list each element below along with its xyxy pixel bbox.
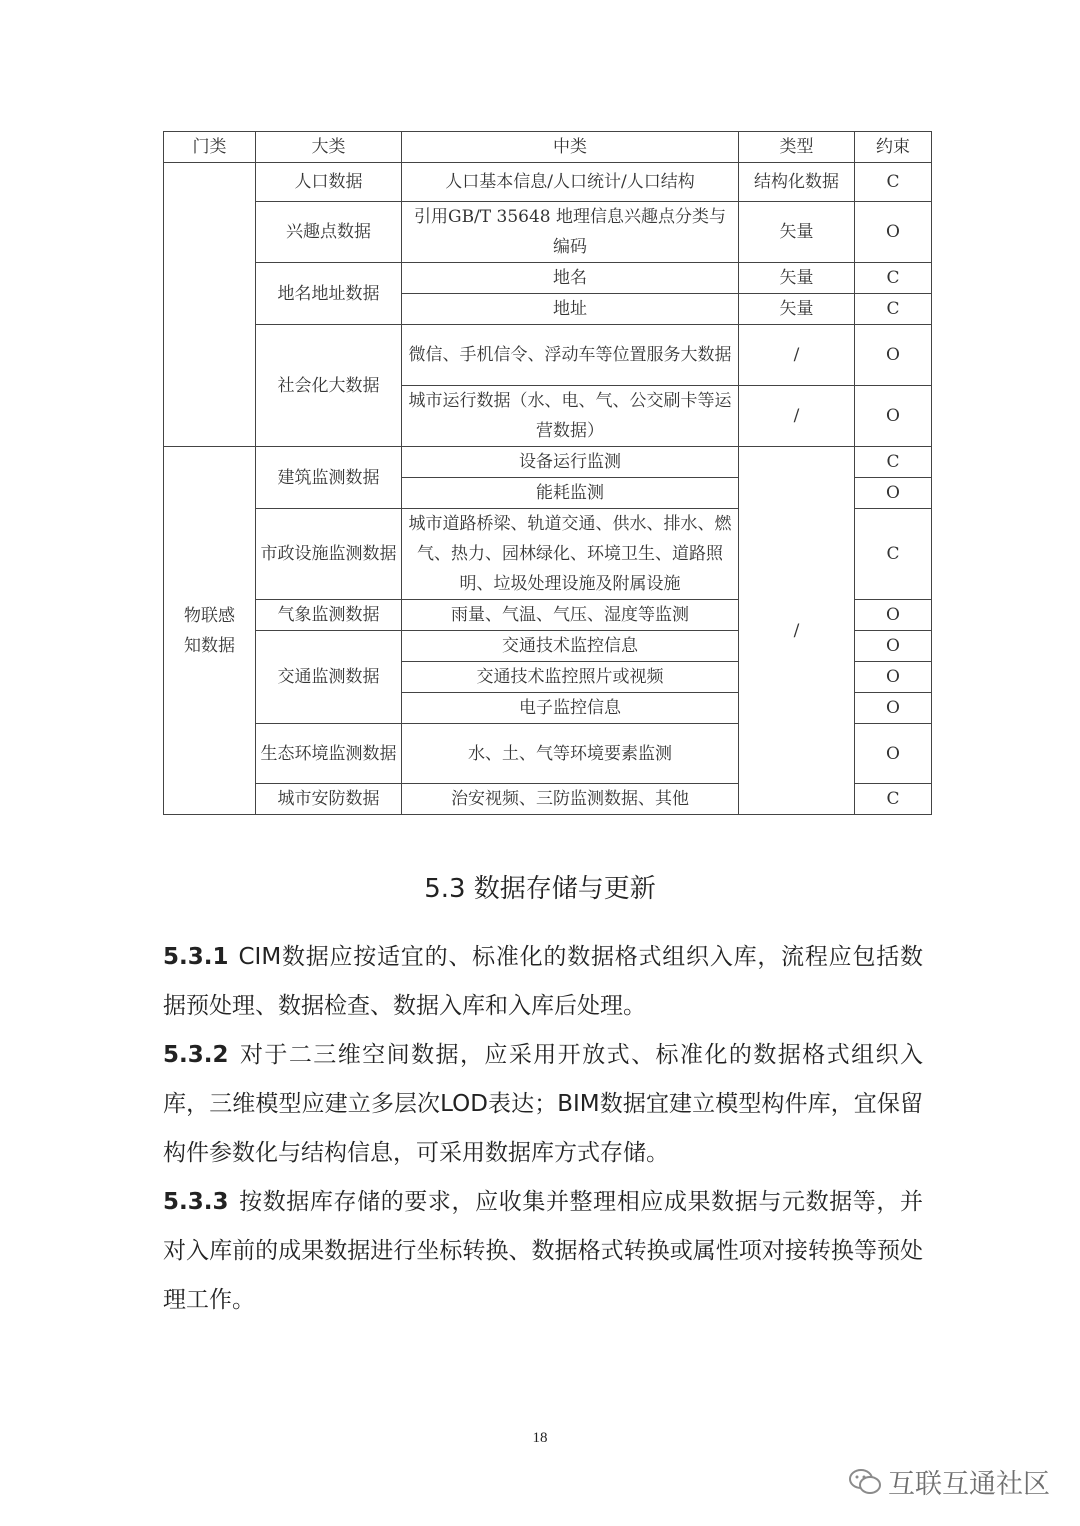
constraint-cell: C xyxy=(855,447,932,478)
constraint-cell: C xyxy=(855,263,932,294)
type-cell: 矢量 xyxy=(739,263,855,294)
mid-cell: 人口基本信息/人口统计/人口结构 xyxy=(402,163,739,202)
constraint-cell: O xyxy=(855,478,932,509)
major-cell: 地名地址数据 xyxy=(256,263,402,325)
major-cell: 兴趣点数据 xyxy=(256,202,402,263)
table-row xyxy=(164,202,932,263)
mid-cell: 城市运行数据（水、电、气、公交刷卡等运营数据） xyxy=(402,386,739,447)
major-cell: 气象监测数据 xyxy=(256,600,402,631)
table-row xyxy=(164,163,932,202)
constraint-cell: C xyxy=(855,509,932,600)
constraint-cell: O xyxy=(855,386,932,447)
watermark xyxy=(848,1462,1050,1501)
constraint-cell: C xyxy=(855,784,932,815)
clause-number: 5.3.3 xyxy=(163,1189,229,1215)
table-row xyxy=(164,263,932,294)
major-cell: 社会化大数据 xyxy=(256,325,402,447)
type-cell: 结构化数据 xyxy=(739,163,855,202)
mid-cell: 引用GB/T 35648 地理信息兴趣点分类与编码 xyxy=(402,202,739,263)
clause-text: 对于二三维空间数据，应采用开放式、标准化的数据格式组织入库，三维模型应建立多层次LOD表达；BIM数据宜建立模型构件库，宜保留构件参数化与结构信息，可采用数据库方式存储。 xyxy=(163,1042,923,1166)
header-cell: 大类 xyxy=(256,132,402,163)
watermark-text: 互联互通社区 xyxy=(888,1469,1050,1500)
mid-cell: 微信、手机信令、浮动车等位置服务大数据 xyxy=(402,325,739,386)
major-cell: 生态环境监测数据 xyxy=(256,724,402,784)
category-cell: 物联感知数据 xyxy=(164,447,256,815)
clause-number: 5.3.2 xyxy=(163,1042,229,1068)
table-row xyxy=(164,447,932,478)
clause-5-3-3 xyxy=(163,1178,923,1325)
constraint-cell: O xyxy=(855,202,932,263)
major-cell: 人口数据 xyxy=(256,163,402,202)
mid-cell: 地址 xyxy=(402,294,739,325)
type-cell: 矢量 xyxy=(739,294,855,325)
major-cell: 城市安防数据 xyxy=(256,784,402,815)
constraint-cell: O xyxy=(855,600,932,631)
clause-text: 按数据库存储的要求，应收集并整理相应成果数据与元数据等，并对入库前的成果数据进行坐标转换、数据格式转换或属性项对接转换等预处理工作。 xyxy=(163,1189,923,1313)
mid-cell: 地名 xyxy=(402,263,739,294)
constraint-cell: O xyxy=(855,693,932,724)
mid-cell: 治安视频、三防监测数据、其他 xyxy=(402,784,739,815)
constraint-cell: O xyxy=(855,631,932,662)
header-cell: 约束 xyxy=(855,132,932,163)
mid-cell: 交通技术监控照片或视频 xyxy=(402,662,739,693)
table-row xyxy=(164,325,932,386)
section-heading: 5.3 数据存储与更新 xyxy=(424,874,656,904)
mid-cell: 设备运行监测 xyxy=(402,447,739,478)
clause-number: 5.3.1 xyxy=(163,944,229,970)
page-number: 18 xyxy=(532,1430,548,1446)
constraint-cell: O xyxy=(855,724,932,784)
mid-cell: 雨量、气温、气压、湿度等监测 xyxy=(402,600,739,631)
type-cell: / xyxy=(739,386,855,447)
mid-cell: 电子监控信息 xyxy=(402,693,739,724)
major-cell: 交通监测数据 xyxy=(256,631,402,724)
header-cell: 类型 xyxy=(739,132,855,163)
table-header-row xyxy=(164,132,932,163)
mid-cell: 水、土、气等环境要素监测 xyxy=(402,724,739,784)
mid-cell: 能耗监测 xyxy=(402,478,739,509)
clause-5-3-1 xyxy=(163,933,923,1031)
header-cell: 中类 xyxy=(402,132,739,163)
type-cell: / xyxy=(739,325,855,386)
type-cell: / xyxy=(739,447,855,815)
header-cell: 门类 xyxy=(164,132,256,163)
constraint-cell: C xyxy=(855,163,932,202)
constraint-cell: O xyxy=(855,325,932,386)
clause-text: CIM数据应按适宜的、标准化的数据格式组织入库，流程应包括数据预处理、数据检查、数据入库和入库后处理。 xyxy=(163,944,923,1019)
type-cell: 矢量 xyxy=(739,202,855,263)
major-cell: 市政设施监测数据 xyxy=(256,509,402,600)
data-classification-table xyxy=(163,131,932,815)
mid-cell: 交通技术监控信息 xyxy=(402,631,739,662)
clause-5-3-2 xyxy=(163,1031,923,1178)
wechat-icon xyxy=(848,1468,882,1496)
major-cell: 建筑监测数据 xyxy=(256,447,402,509)
constraint-cell: O xyxy=(855,662,932,693)
mid-cell: 城市道路桥梁、轨道交通、供水、排水、燃气、热力、园林绿化、环境卫生、道路照明、垃圾处理设施及附属设施 xyxy=(402,509,739,600)
constraint-cell: C xyxy=(855,294,932,325)
category-cell-empty xyxy=(164,163,256,447)
